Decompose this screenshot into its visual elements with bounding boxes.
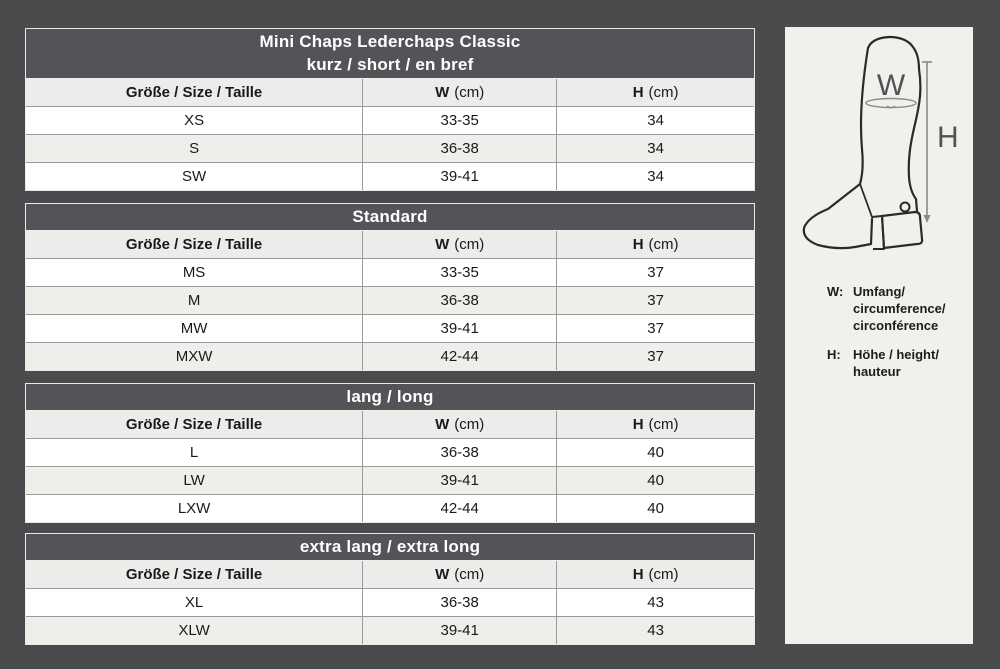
- button-icon: [901, 203, 910, 212]
- size-value-cell: M: [26, 287, 363, 315]
- w-value-cell: 36-38: [363, 135, 557, 163]
- table-header-row: [26, 79, 754, 107]
- w-value-cell: 42-44: [363, 495, 557, 523]
- size-value-cell: MW: [26, 315, 363, 343]
- size-table-short: [25, 28, 755, 191]
- h-measure-arrowhead: [924, 215, 931, 223]
- size-value-cell: MS: [26, 259, 363, 287]
- flap: [882, 212, 922, 248]
- w-value-cell: 42-44: [363, 343, 557, 371]
- w-value-cell: 33-35: [363, 107, 557, 135]
- table-row: [26, 259, 754, 287]
- table-title-standard: [26, 204, 754, 231]
- size-value-cell: L: [26, 439, 363, 467]
- size-chart-table: [26, 411, 754, 522]
- legend-key-h: H:: [827, 347, 841, 362]
- h-value-cell: 40: [557, 467, 754, 495]
- header-h-cell: [557, 231, 754, 259]
- table-header-row: [26, 231, 754, 259]
- header-h-unit: (cm): [648, 566, 679, 583]
- size-table-standard: [25, 203, 755, 371]
- header-w-cell: [363, 231, 557, 259]
- legend-line: circumference/: [853, 301, 946, 316]
- table-row: [26, 315, 754, 343]
- size-value-cell: LXW: [26, 495, 363, 523]
- legend-row-h: [827, 346, 973, 380]
- h-value-cell: 34: [557, 135, 754, 163]
- table-title-extra-long: [26, 534, 754, 561]
- table-title-line: Mini Chaps Lederchaps Classic: [259, 32, 521, 51]
- size-value-cell: XS: [26, 107, 363, 135]
- header-h-label: H: [632, 416, 644, 433]
- w-value-cell: 39-41: [363, 617, 557, 645]
- table-title-line: extra lang / extra long: [299, 537, 481, 556]
- table-row: [26, 617, 754, 645]
- table-title-line: kurz / short / en bref: [306, 55, 474, 74]
- header-size-cell: Größe / Size / Taille: [26, 561, 363, 589]
- h-value-cell: 40: [557, 439, 754, 467]
- size-value-cell: S: [26, 135, 363, 163]
- size-chart-table: [26, 79, 754, 190]
- table-row: [26, 589, 754, 617]
- header-h-label: H: [632, 236, 644, 253]
- size-value-cell: MXW: [26, 343, 363, 371]
- w-value-cell: 39-41: [363, 467, 557, 495]
- table-title-line: lang / long: [346, 387, 434, 406]
- size-table-long: [25, 383, 755, 523]
- header-w-unit: (cm): [454, 236, 485, 253]
- header-h-cell: [557, 411, 754, 439]
- size-value-cell: XLW: [26, 617, 363, 645]
- w-value-cell: 33-35: [363, 259, 557, 287]
- header-w-label: W: [435, 84, 450, 101]
- header-h-cell: [557, 561, 754, 589]
- header-w-unit: (cm): [454, 84, 485, 101]
- header-w-cell: [363, 79, 557, 107]
- header-w-cell: [363, 561, 557, 589]
- w-value-cell: 36-38: [363, 589, 557, 617]
- h-value-cell: 43: [557, 589, 754, 617]
- h-value-cell: 37: [557, 315, 754, 343]
- size-value-cell: XL: [26, 589, 363, 617]
- header-w-label: W: [435, 236, 450, 253]
- h-value-cell: 37: [557, 259, 754, 287]
- table-header-row: [26, 561, 754, 589]
- table-row: [26, 163, 754, 191]
- w-value-cell: 36-38: [363, 439, 557, 467]
- chap-bottom-edge: [860, 184, 872, 217]
- w-value-cell: 36-38: [363, 287, 557, 315]
- h-value-cell: 37: [557, 343, 754, 371]
- legend-line: hauteur: [853, 364, 901, 379]
- header-w-unit: (cm): [454, 566, 485, 583]
- measurement-legend: [827, 283, 973, 380]
- legend-lines-h: [853, 346, 939, 380]
- table-row: [26, 467, 754, 495]
- table-title-short: [26, 29, 754, 79]
- w-value-cell: 39-41: [363, 315, 557, 343]
- table-header-row: [26, 411, 754, 439]
- table-row: [26, 343, 754, 371]
- legend-key-w: W:: [827, 284, 844, 299]
- header-w-label: W: [435, 566, 450, 583]
- table-title-line: Standard: [352, 207, 428, 226]
- legend-line: circonférence: [853, 318, 939, 333]
- legend-lines-w: [853, 283, 946, 334]
- legend-row-w: [827, 283, 973, 334]
- size-value-cell: SW: [26, 163, 363, 191]
- boot-outline: [868, 37, 920, 211]
- h-label: H: [937, 121, 959, 154]
- header-h-unit: (cm): [648, 416, 679, 433]
- table-row: [26, 135, 754, 163]
- legend-line: Höhe / height/: [853, 347, 939, 362]
- shoe-outline: [804, 184, 872, 248]
- size-table-extra-long: [25, 533, 755, 645]
- size-chart-table: [26, 231, 754, 370]
- boot-illustration: [785, 27, 973, 265]
- header-h-label: H: [632, 84, 644, 101]
- header-w-unit: (cm): [454, 416, 485, 433]
- table-row: [26, 439, 754, 467]
- header-w-cell: [363, 411, 557, 439]
- size-value-cell: LW: [26, 467, 363, 495]
- header-h-cell: [557, 79, 754, 107]
- header-size-cell: Größe / Size / Taille: [26, 79, 363, 107]
- header-w-label: W: [435, 416, 450, 433]
- table-row: [26, 287, 754, 315]
- h-value-cell: 43: [557, 617, 754, 645]
- h-value-cell: 34: [557, 107, 754, 135]
- header-h-unit: (cm): [648, 236, 679, 253]
- boot-leg-front: [860, 48, 868, 184]
- legend-line: Umfang/: [853, 284, 905, 299]
- table-row: [26, 107, 754, 135]
- header-size-cell: Größe / Size / Taille: [26, 411, 363, 439]
- header-size-cell: Größe / Size / Taille: [26, 231, 363, 259]
- w-label: W: [876, 69, 906, 102]
- h-value-cell: 37: [557, 287, 754, 315]
- header-h-unit: (cm): [648, 84, 679, 101]
- h-value-cell: 34: [557, 163, 754, 191]
- h-value-cell: 40: [557, 495, 754, 523]
- w-value-cell: 39-41: [363, 163, 557, 191]
- table-title-long: [26, 384, 754, 411]
- header-h-label: H: [632, 566, 644, 583]
- table-row: [26, 495, 754, 523]
- measurement-panel: [785, 27, 973, 644]
- size-chart-table: [26, 561, 754, 644]
